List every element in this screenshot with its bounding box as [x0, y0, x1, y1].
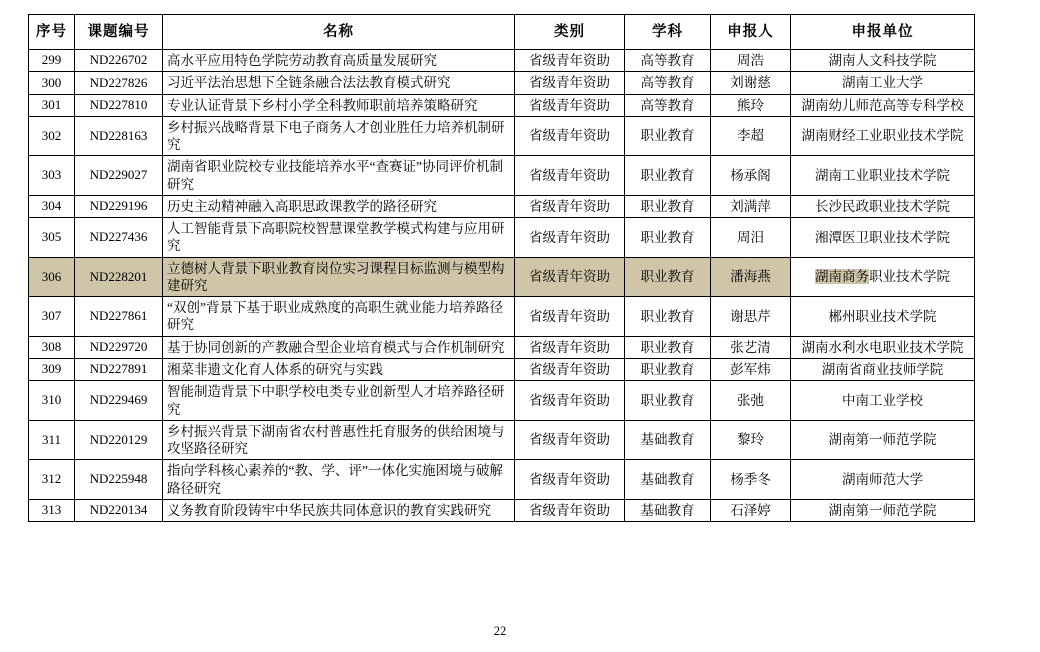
cell-type: 省级青年资助 [515, 358, 625, 380]
table-row [29, 94, 975, 116]
header-code: 课题编号 [75, 15, 163, 50]
cell-unit-highlight: 湖南商务 [815, 269, 869, 285]
cell-name: 高水平应用特色学院劳动教育高质量发展研究 [163, 50, 515, 72]
cell-unit: 湖南第一师范学院 [791, 499, 975, 521]
cell-name: 立德树人背景下职业教育岗位实习课程目标监测与模型构建研究 [163, 257, 515, 297]
cell-seq: 305 [29, 218, 75, 258]
table-row [29, 358, 975, 380]
table-row [29, 381, 975, 421]
cell-code: ND227810 [75, 94, 163, 116]
cell-seq: 299 [29, 50, 75, 72]
header-subject: 学科 [625, 15, 711, 50]
cell-code: ND228201 [75, 257, 163, 297]
cell-type: 省级青年资助 [515, 257, 625, 297]
cell-subject: 职业教育 [625, 358, 711, 380]
cell-unit: 湖南财经工业职业技术学院 [791, 116, 975, 156]
cell-code: ND229469 [75, 381, 163, 421]
cell-code: ND227891 [75, 358, 163, 380]
cell-unit: 湖南工业职业技术学院 [791, 156, 975, 196]
header-person: 申报人 [711, 15, 791, 50]
cell-name: 乡村振兴战略背景下电子商务人才创业胜任力培养机制研究 [163, 116, 515, 156]
table-row [29, 218, 975, 258]
page-right-margin [1024, 0, 1040, 652]
cell-unit: 郴州职业技术学院 [791, 297, 975, 337]
cell-seq: 304 [29, 195, 75, 217]
cell-type: 省级青年资助 [515, 218, 625, 258]
cell-name: “双创”背景下基于职业成熟度的高职生就业能力培养路径研究 [163, 297, 515, 337]
cell-person: 黎玲 [711, 420, 791, 460]
cell-subject: 职业教育 [625, 195, 711, 217]
cell-type: 省级青年资助 [515, 460, 625, 500]
table-row [29, 156, 975, 196]
cell-person: 潘海燕 [711, 257, 791, 297]
cell-seq: 309 [29, 358, 75, 380]
cell-type: 省级青年资助 [515, 499, 625, 521]
cell-type: 省级青年资助 [515, 420, 625, 460]
cell-subject: 高等教育 [625, 72, 711, 94]
cell-seq: 306 [29, 257, 75, 297]
cell-type: 省级青年资助 [515, 116, 625, 156]
cell-type: 省级青年资助 [515, 381, 625, 421]
cell-unit: 湖南人文科技学院 [791, 50, 975, 72]
cell-subject: 高等教育 [625, 94, 711, 116]
table-row [29, 257, 975, 297]
cell-code: ND229027 [75, 156, 163, 196]
table-header [29, 15, 975, 50]
cell-person: 熊玲 [711, 94, 791, 116]
cell-code: ND226702 [75, 50, 163, 72]
cell-type: 省级青年资助 [515, 94, 625, 116]
cell-unit: 湖南幼儿师范高等专科学校 [791, 94, 975, 116]
cell-unit: 湖南水利水电职业技术学院 [791, 336, 975, 358]
grant-table [28, 14, 975, 522]
cell-person: 刘谢慈 [711, 72, 791, 94]
table-row [29, 50, 975, 72]
cell-subject: 基础教育 [625, 460, 711, 500]
cell-type: 省级青年资助 [515, 156, 625, 196]
cell-subject: 高等教育 [625, 50, 711, 72]
cell-person: 张艺清 [711, 336, 791, 358]
cell-name: 基于协同创新的产教融合型企业培育模式与合作机制研究 [163, 336, 515, 358]
cell-subject: 职业教育 [625, 297, 711, 337]
cell-code: ND229720 [75, 336, 163, 358]
cell-name: 义务教育阶段铸牢中华民族共同体意识的教育实践研究 [163, 499, 515, 521]
cell-type: 省级青年资助 [515, 336, 625, 358]
cell-name: 智能制造背景下中职学校电类专业创新型人才培养路径研究 [163, 381, 515, 421]
cell-name: 习近平法治思想下全链条融合法法教育模式研究 [163, 72, 515, 94]
cell-seq: 308 [29, 336, 75, 358]
cell-seq: 307 [29, 297, 75, 337]
cell-person: 李超 [711, 116, 791, 156]
cell-code: ND227861 [75, 297, 163, 337]
cell-subject: 基础教育 [625, 499, 711, 521]
cell-person: 杨季冬 [711, 460, 791, 500]
cell-code: ND227826 [75, 72, 163, 94]
cell-seq: 311 [29, 420, 75, 460]
table-row [29, 420, 975, 460]
table-header-row [29, 15, 975, 50]
cell-code: ND227436 [75, 218, 163, 258]
cell-unit: 湖南师范大学 [791, 460, 975, 500]
header-type: 类别 [515, 15, 625, 50]
cell-person: 杨承阁 [711, 156, 791, 196]
cell-name: 乡村振兴背景下湖南省农村普惠性托育服务的供给困境与攻坚路径研究 [163, 420, 515, 460]
table-row [29, 116, 975, 156]
table-body [29, 50, 975, 522]
cell-code: ND220129 [75, 420, 163, 460]
cell-seq: 302 [29, 116, 75, 156]
cell-subject: 职业教育 [625, 381, 711, 421]
table-row [29, 499, 975, 521]
cell-person: 周浩 [711, 50, 791, 72]
cell-unit: 湖南第一师范学院 [791, 420, 975, 460]
cell-person: 张弛 [711, 381, 791, 421]
cell-name: 人工智能背景下高职院校智慧课堂教学模式构建与应用研究 [163, 218, 515, 258]
header-seq: 序号 [29, 15, 75, 50]
cell-type: 省级青年资助 [515, 50, 625, 72]
cell-type: 省级青年资助 [515, 72, 625, 94]
cell-seq: 310 [29, 381, 75, 421]
cell-code: ND228163 [75, 116, 163, 156]
page-number: 22 [493, 624, 507, 638]
table-row [29, 195, 975, 217]
header-unit: 申报单位 [791, 15, 975, 50]
cell-person: 谢思芹 [711, 297, 791, 337]
cell-seq: 301 [29, 94, 75, 116]
header-name: 名称 [163, 15, 515, 50]
cell-unit-rest: 职业技术学院 [869, 269, 950, 285]
cell-person: 刘满萍 [711, 195, 791, 217]
table-row [29, 336, 975, 358]
cell-person: 石泽婷 [711, 499, 791, 521]
table-row [29, 460, 975, 500]
cell-name: 专业认证背景下乡村小学全科教师职前培养策略研究 [163, 94, 515, 116]
cell-unit: 中南工业学校 [791, 381, 975, 421]
cell-type: 省级青年资助 [515, 195, 625, 217]
cell-name: 湖南省职业院校专业技能培养水平“查赛证”协同评价机制研究 [163, 156, 515, 196]
cell-unit: 长沙民政职业技术学院 [791, 195, 975, 217]
cell-type: 省级青年资助 [515, 297, 625, 337]
cell-unit: 湖南工业大学 [791, 72, 975, 94]
cell-name: 历史主动精神融入高职思政课教学的路径研究 [163, 195, 515, 217]
cell-subject: 职业教育 [625, 218, 711, 258]
cell-subject: 基础教育 [625, 420, 711, 460]
cell-unit: 湖南省商业技师学院 [791, 358, 975, 380]
cell-seq: 303 [29, 156, 75, 196]
cell-code: ND225948 [75, 460, 163, 500]
cell-unit [791, 257, 975, 297]
cell-seq: 300 [29, 72, 75, 94]
cell-seq: 312 [29, 460, 75, 500]
grant-table-container [28, 14, 974, 522]
cell-code: ND220134 [75, 499, 163, 521]
cell-name: 湘菜非遗文化育人体系的研究与实践 [163, 358, 515, 380]
table-row [29, 297, 975, 337]
cell-unit: 湘潭医卫职业技术学院 [791, 218, 975, 258]
cell-subject: 职业教育 [625, 116, 711, 156]
cell-code: ND229196 [75, 195, 163, 217]
cell-subject: 职业教育 [625, 336, 711, 358]
cell-subject: 职业教育 [625, 257, 711, 297]
cell-name: 指向学科核心素养的“教、学、评”一体化实施困境与破解路径研究 [163, 460, 515, 500]
cell-person: 周汨 [711, 218, 791, 258]
cell-person: 彭军炜 [711, 358, 791, 380]
cell-subject: 职业教育 [625, 156, 711, 196]
table-row [29, 72, 975, 94]
cell-seq: 313 [29, 499, 75, 521]
